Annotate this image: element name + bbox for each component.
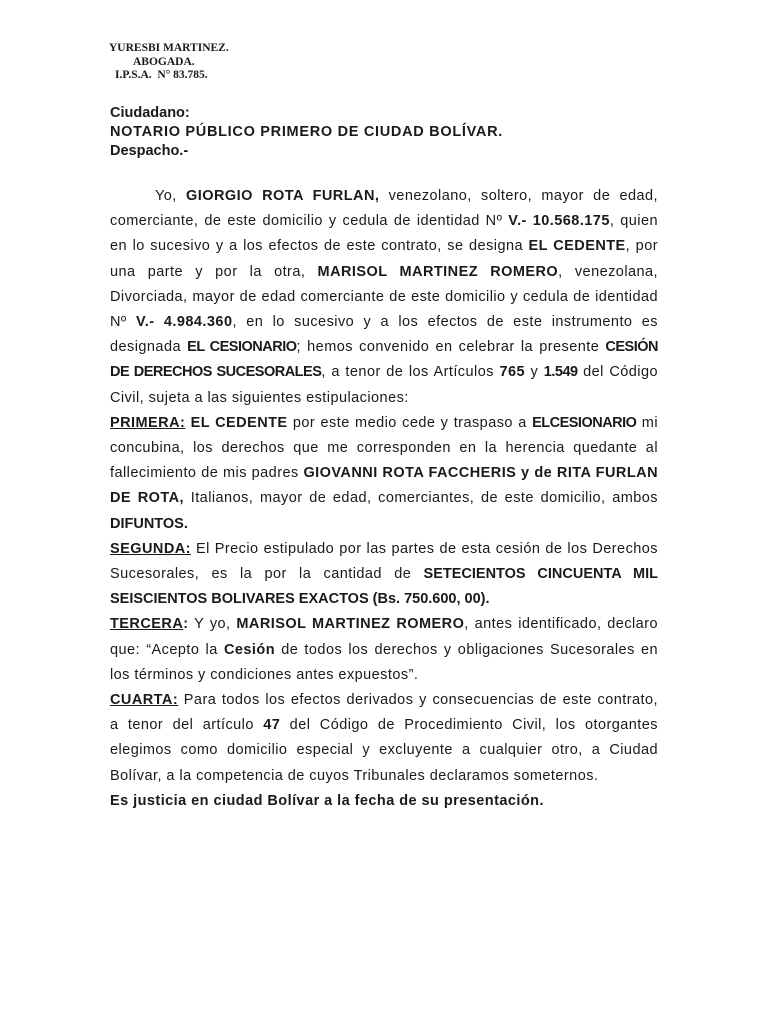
- article-number: 765: [499, 364, 525, 381]
- salutation: Ciudadano:: [110, 105, 190, 121]
- cedente-id: V.- 10.568.175: [508, 213, 610, 230]
- clause-heading: TERCERA: [110, 616, 184, 633]
- contract-type: CESIÓN DE DERECHOS SUCESORALES: [110, 339, 658, 381]
- cedente-label: EL CEDENTE: [190, 414, 288, 431]
- cesionario-name: MARISOL MARTINEZ ROMERO: [236, 616, 465, 633]
- clause-text: Italianos, mayor de edad, comerciantes, de este domicilio, ambos: [184, 490, 658, 507]
- cesionario-label: ELCESIONARIO: [532, 414, 637, 431]
- cedente-name: GIORGIO ROTA FURLAN,: [186, 188, 380, 204]
- cesion-word: Cesión: [223, 641, 275, 658]
- cesionario-name: MARISOL MARTINEZ ROMERO: [317, 263, 559, 280]
- clause-text: Y yo,: [188, 616, 237, 633]
- lawyer-ipsa: I.P.S.A. N° 83.785.: [115, 69, 208, 81]
- lawyer-title: ABOGADA.: [133, 55, 195, 68]
- clause-segunda: [110, 537, 658, 613]
- intro-paragraph: [110, 184, 658, 411]
- clause-text: de todos los derechos y obligaciones Sucesorales en los términos y condiciones antes expuestos”.: [110, 641, 659, 683]
- closing-line: Es justicia en ciudad Bolívar a la fecha de su presentación.: [110, 792, 544, 809]
- cesionario-id: V.- 4.984.360: [136, 314, 233, 331]
- clause-tercera: [110, 612, 658, 688]
- parents-names: GIOVANNI ROTA FACCHERIS y de RITA FURLAN DE ROTA,: [110, 465, 658, 507]
- document-body: [110, 184, 658, 814]
- intro-text: Yo,: [155, 188, 187, 204]
- price-amount: SETECIENTOS CINCUENTA MIL SEISCIENTOS BOLIVARES EXACTOS (Bs. 750.600, 00).: [110, 566, 658, 608]
- intro-text: , en lo sucesivo y a los efectos de este instrumento es designada: [110, 314, 658, 356]
- cedente-label: EL CEDENTE: [528, 238, 626, 255]
- clause-text: El Precio estipulado por las partes de esta cesión de los Derechos Sucesorales, es la por la cantidad de: [110, 540, 658, 583]
- intro-text: del Código Civil, sujeta a las siguientes estipulaciones:: [110, 364, 658, 406]
- clause-text: , antes identificado, declaro que: “Acepto la: [110, 616, 658, 658]
- clause-text: Para todos los efectos derivados y consecuencias de este contrato, a tenor del artículo: [110, 692, 658, 734]
- intro-text: ; hemos convenido en celebrar la presente: [296, 339, 606, 356]
- recipient-title: NOTARIO PÚBLICO PRIMERO DE CIUDAD BOLÍVAR.: [110, 124, 503, 140]
- clause-primera: [110, 411, 658, 537]
- intro-text: venezolano, soltero, mayor de edad, comerciante, de este domicilio y cedula de identidad Nº: [110, 188, 658, 230]
- clause-heading: PRIMERA:: [110, 414, 186, 431]
- clause-text: mi concubina, los derechos que me corresponden en la herencia quedante al fallecimiento de mis padres: [110, 414, 658, 482]
- addressee-block: [110, 104, 503, 161]
- intro-text: , por una parte y por la otra,: [110, 238, 658, 280]
- office-label: Despacho.-: [110, 143, 189, 159]
- clause-colon: :: [183, 616, 189, 633]
- article-number: 47: [263, 717, 281, 734]
- letterhead: [109, 42, 229, 83]
- clause-heading: SEGUNDA:: [110, 540, 191, 557]
- deceased-label: DIFUNTOS.: [110, 515, 188, 532]
- cesionario-label: EL CESIONARIO: [187, 339, 297, 356]
- intro-text: , a tenor de los Artículos: [321, 364, 500, 381]
- clause-text: por este medio cede y traspaso a: [287, 414, 533, 431]
- clause-cuarta: [110, 688, 658, 789]
- intro-text: , quien en lo sucesivo y a los efectos de este contrato, se designa: [110, 213, 658, 255]
- lawyer-name: YURESBI MARTINEZ.: [109, 42, 229, 54]
- clause-heading: CUARTA:: [110, 692, 179, 709]
- clause-text: del Código de Procedimiento Civil, los otorgantes elegimos como domicilio especial y excluyente a cualquier otro, a Ciudad Bolívar, a la competencia de cuyos Tribunales declaramos someternos.: [110, 717, 658, 784]
- intro-text: y: [525, 364, 544, 381]
- intro-text: , venezolana, Divorciada, mayor de edad comerciante de este domicilio y cedula de identidad Nº: [110, 263, 659, 331]
- article-number: 1.549: [543, 364, 578, 381]
